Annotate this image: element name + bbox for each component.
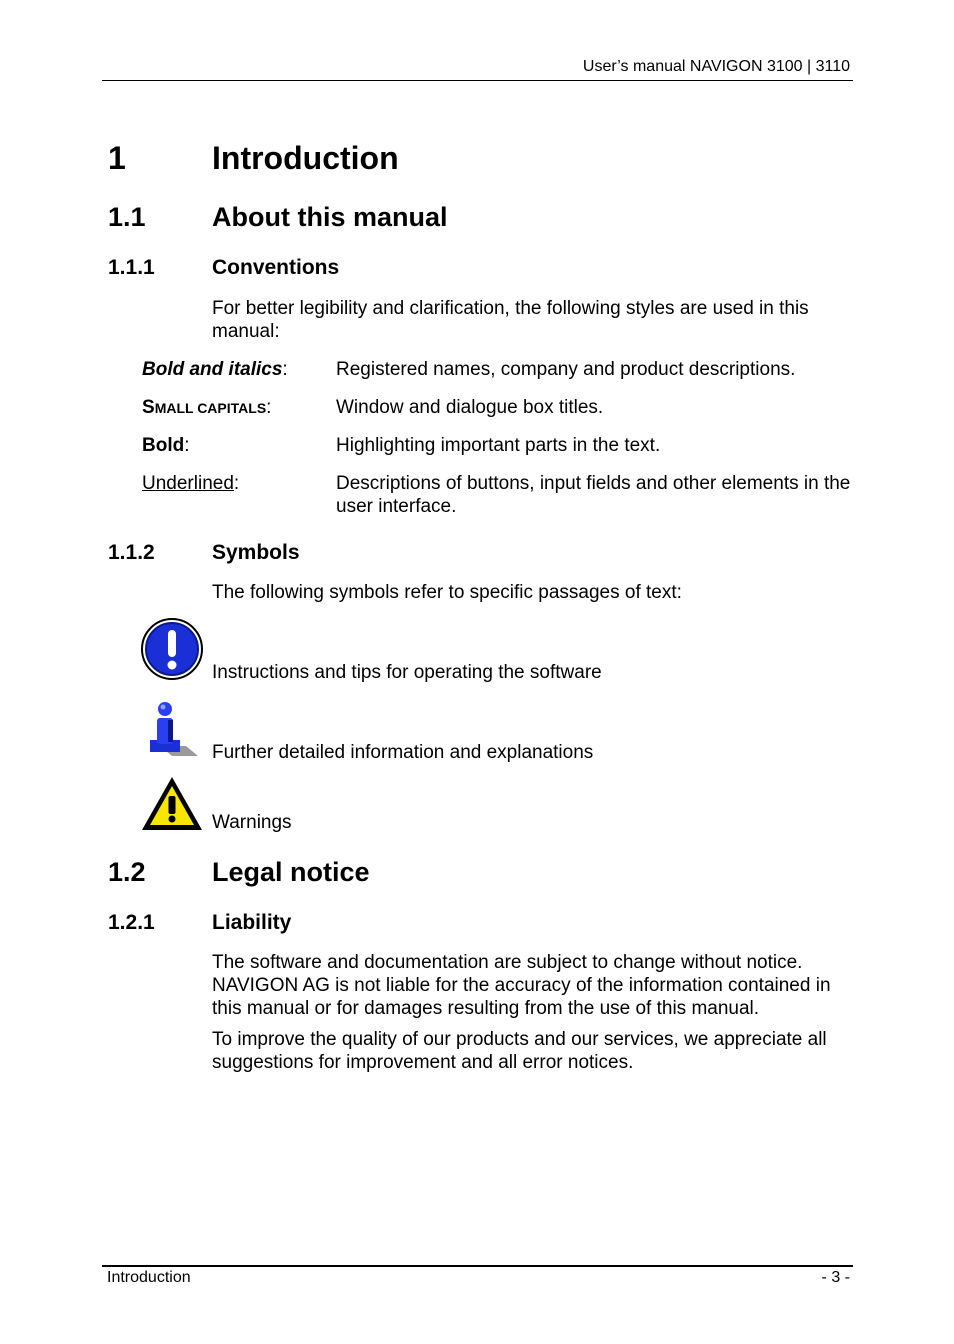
- symbol-text: Instructions and tips for operating the software: [212, 662, 602, 683]
- style-label-bold-italics: Bold and italics:: [142, 359, 288, 380]
- style-desc: Window and dialogue box titles.: [336, 397, 604, 418]
- subsection-number: 1.1.2: [108, 541, 155, 564]
- subsection-number: 1.2.1: [108, 911, 155, 934]
- running-header: User’s manual NAVIGON 3100 | 3110: [582, 58, 850, 75]
- header-rule: [102, 80, 853, 81]
- section-number: 1.2: [108, 857, 146, 887]
- symbol-text: Further detailed information and explanations: [212, 742, 594, 763]
- chapter-title: Introduction: [212, 140, 399, 176]
- section-number: 1.1: [108, 202, 146, 232]
- symbol-text: Warnings: [212, 812, 292, 833]
- liability-paragraph: The software and documentation are subject to change without notice. NAVIGON AG is not liable for the accuracy of the information contained in this manual or for damages resulting from the use of this manual.: [212, 952, 831, 1019]
- subsection-title: Conventions: [212, 256, 340, 279]
- style-desc: Descriptions of buttons, input fields and other elements in the user interface.: [336, 473, 851, 517]
- subsection-number: 1.1.1: [108, 256, 155, 279]
- style-label-bold: Bold:: [142, 435, 190, 456]
- info-person-icon: [140, 698, 204, 762]
- exclamation-icon: [140, 617, 204, 681]
- warning-triangle-icon: [140, 774, 204, 838]
- style-label-small-caps: SMALL CAPITALS:: [142, 397, 272, 418]
- symbols-intro: The following symbols refer to specific passages of text:: [212, 582, 682, 603]
- subsection-title: Symbols: [212, 541, 300, 564]
- section-title: About this manual: [212, 202, 448, 232]
- style-label-underlined: Underlined:: [142, 473, 240, 494]
- chapter-number: 1: [108, 140, 126, 176]
- footer-section-name: Introduction: [107, 1269, 191, 1286]
- footer-rule: [102, 1265, 853, 1267]
- section-title: Legal notice: [212, 857, 370, 887]
- style-desc: Registered names, company and product descriptions.: [336, 359, 796, 380]
- subsection-title: Liability: [212, 911, 292, 934]
- liability-paragraph: To improve the quality of our products and our services, we appreciate all suggestions for improvement and all error notices.: [212, 1029, 827, 1073]
- page-number: - 3 -: [821, 1269, 850, 1286]
- style-desc: Highlighting important parts in the text.: [336, 435, 661, 456]
- conventions-intro: For better legibility and clarification, the following styles are used in this manual:: [212, 298, 809, 342]
